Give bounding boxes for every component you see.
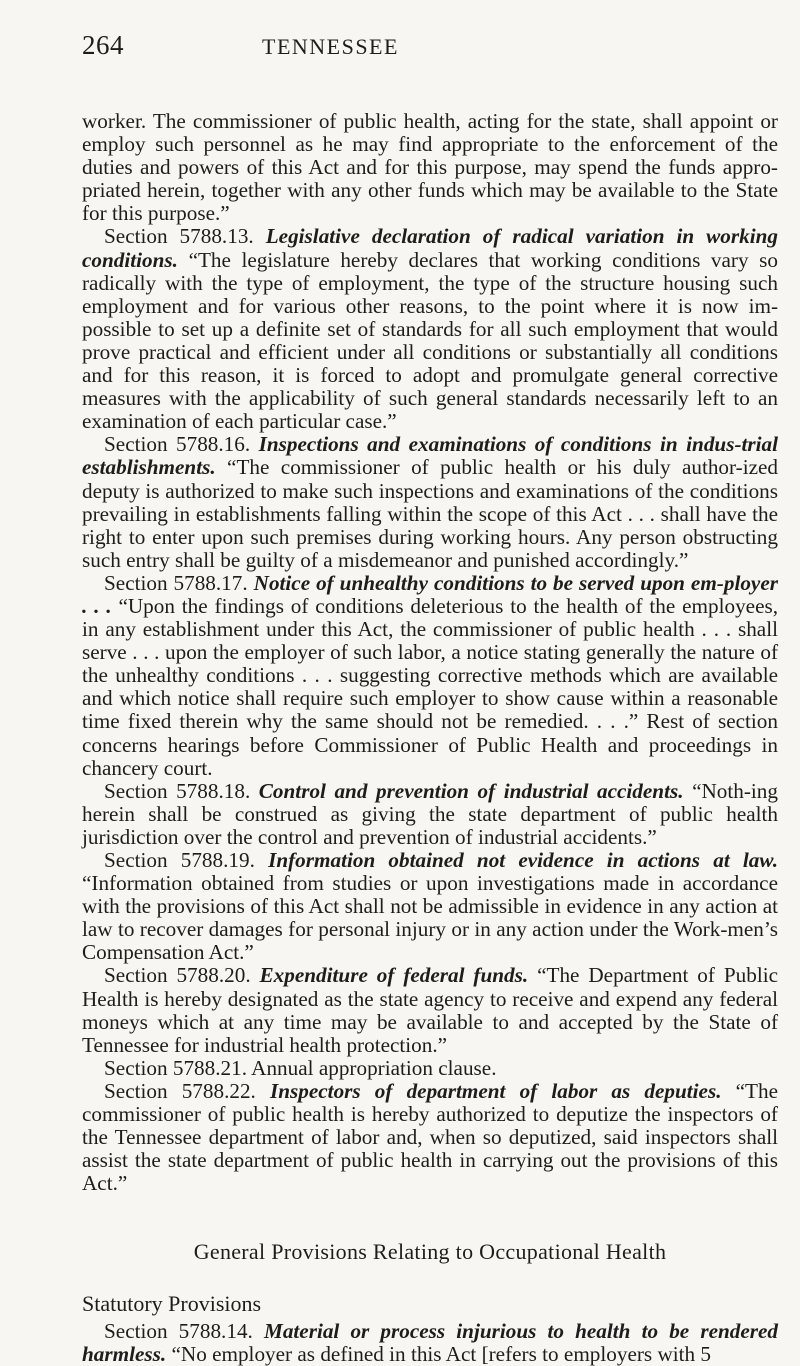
section-text: “The commissioner of public health or his duly author-ized deputy is authorized to make such inspections and examinations of the conditions prevailing in establishments falling within the scope of this Act . . . shall have the right to enter upon such premises during working hours. Any person obstructing such entry shall be guilty of a misdemeanor and punished accordingly.” <box>82 455 779 572</box>
section-number: Section 5788.18. <box>104 778 251 803</box>
section-text: “No employer as defined in this Act [refers to employers with 5 <box>171 1342 712 1366</box>
running-head <box>82 30 742 64</box>
section-title: Material or process injurious to health to be rendered harmless. <box>82 1319 778 1366</box>
page-number: 264 <box>82 30 124 60</box>
section-5788-18 <box>82 780 778 849</box>
section-text: “Noth-ing herein shall be construed as giving the state department of public health jurisdiction over the control and prevention of industrial accidents.” <box>82 778 778 849</box>
section-title: Expenditure of federal funds. <box>259 963 529 988</box>
section-5788-21 <box>82 1057 778 1080</box>
section-text: “The commissioner of public health is hereby authorized to deputize the inspectors of the Tennessee department of labor and, when so deputized, said inspectors shall assist the state department of public health in carrying out the provisions of this Act.” <box>82 1078 778 1196</box>
section-number: Section 5788.16. <box>104 432 251 457</box>
running-title: TENNESSEE <box>262 34 399 59</box>
section-title: Information obtained not evidence in actions at law. <box>268 848 779 872</box>
section-title: Inspectors of department of labor as deputies. <box>270 1078 722 1103</box>
section-5788-20 <box>82 964 778 1056</box>
section-5788-14 <box>82 1320 778 1366</box>
section-text: “Upon the findings of conditions deleterious to the health of the employees, in any establishment under this Act, the commissioner of public health . . . shall serve . . . upon the employer of such labor, a notice stating generally the nature of the unhealthy conditions . . . suggesting corrective methods which are available and which notice shall require such employer to show cause within a reasonable time fixed therein why the same should not be remedied. . . .” Rest of section concerns hearings before Commissioner of Public Health and proceedings in chancery court. <box>82 593 779 780</box>
section-5788-17 <box>82 572 778 780</box>
paragraph-text: worker. The commissioner of public health, acting for the state, shall appoint or employ such personnel as he may find appropriate to the enforcement of the duties and powers of this Act and for this purpose, may spend the funds appro-priated herein, together with any other funds which may be available to the State for this purpose.” <box>82 109 778 226</box>
sub-heading: Statutory Provisions <box>82 1291 262 1316</box>
section-title: Inspections and examinations of conditions in indus-trial establishments. <box>82 432 778 480</box>
section-number: Section 5788.14. <box>104 1319 253 1343</box>
section-number: Section 5788.22. <box>104 1078 256 1103</box>
section-title: Notice of unhealthy conditions to be served upon em-ployer . . . <box>82 570 778 618</box>
section-5788-13 <box>82 225 778 433</box>
section-number: Section 5788.17. <box>104 570 248 595</box>
section-text: “The Department of Public Health is hereby designated as the state agency to receive and expend any federal moneys which at any time may be available to and accepted by the State of Tennessee for industrial health protection.” <box>82 963 778 1057</box>
section-5788-22 <box>82 1080 778 1195</box>
section-5788-16 <box>82 433 778 572</box>
section-title: Legislative declaration of radical variation in working conditions. <box>82 224 778 272</box>
section-5788-19 <box>82 849 778 964</box>
section-number: Section 5788.13. <box>104 224 254 249</box>
final-paragraph <box>82 1320 778 1366</box>
section-number: Section 5788.21. <box>104 1055 248 1080</box>
section-text: Annual appropriation clause. <box>251 1055 497 1080</box>
body-text <box>82 110 778 1195</box>
section-text: “Information obtained from studies or upon investigations made in accordance with the provisions of this Act shall not be admissible in evidence in any action at law to recover damages for personal injury or in any action under the Work-men’s Compensation Act.” <box>82 871 778 965</box>
paragraph-continuation <box>82 110 778 225</box>
section-number: Section 5788.19. <box>104 848 255 872</box>
section-number: Section 5788.20. <box>104 963 251 988</box>
section-text: “The legislature hereby declares that working conditions vary so radically with the type of employment, the type of the structure housing such employment and for various other reasons, to the point where it is now im-possible to set up a definite set of standards for all such employment that would prove practical and efficient under all conditions or substantially all conditions and for this reason, it is forced to adopt and promulgate general corrective measures with the applicability of such general standards necessarily left to an examination of each particular case.” <box>82 247 779 434</box>
section-heading: General Provisions Relating to Occupational Health <box>193 1239 667 1264</box>
section-title: Control and prevention of industrial accidents. <box>258 778 684 803</box>
